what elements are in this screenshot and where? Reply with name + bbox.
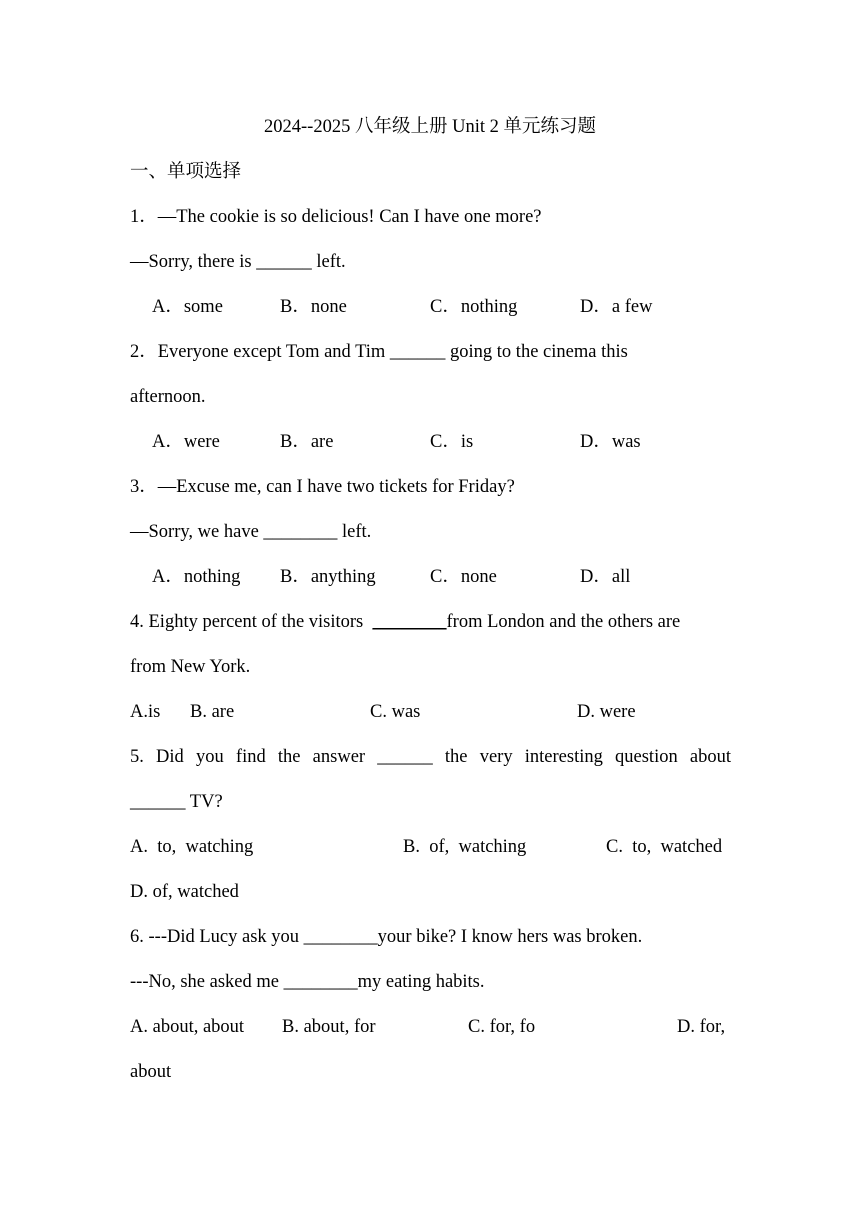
section-heading: 一、单项选择 — [130, 162, 242, 182]
question-5-option-c: C. to, watched — [606, 837, 723, 857]
question-3-option-a: A．nothing — [152, 567, 241, 587]
question-2-option-a: A．were — [152, 432, 220, 452]
question-6-option-d-cont: about — [130, 1062, 172, 1082]
question-4-stem-start: 4. Eighty percent of the visitors — [130, 612, 373, 632]
question-4-blank: ________ — [372, 612, 447, 632]
question-6-reply: ---No, she asked me ________my eating habits. — [130, 972, 485, 992]
question-4-stem-end: from London and the others are — [446, 612, 681, 632]
question-3-option-c: C．none — [430, 567, 497, 587]
question-2-option-b: B．are — [280, 432, 334, 452]
question-3-option-b: B．anything — [280, 567, 376, 587]
question-5-stem: 5. Did you find the answer ______ the very interesting question about — [130, 747, 731, 767]
question-4-option-b: B. are — [190, 702, 235, 722]
question-3-stem: 3．—Excuse me, can I have two tickets for Friday? — [130, 477, 515, 497]
question-4-option-d: D. were — [577, 702, 636, 722]
question-6-option-d: D. for, — [677, 1017, 726, 1037]
question-5-stem-cont: ______ TV? — [130, 792, 223, 812]
question-1-option-b: B．none — [280, 297, 347, 317]
page-title: 2024--2025 八年级上册 Unit 2 单元练习题 — [264, 117, 596, 137]
question-3-option-d: D．all — [580, 567, 631, 587]
question-2-stem-cont: afternoon. — [130, 387, 206, 407]
question-5-option-d: D. of, watched — [130, 882, 239, 902]
question-1-option-d: D．a few — [580, 297, 653, 317]
question-1-stem: 1．—The cookie is so delicious! Can I have one more? — [130, 207, 542, 227]
question-6-stem: 6. ---Did Lucy ask you ________your bike? I know hers was broken. — [130, 927, 643, 947]
question-4-option-c: C. was — [370, 702, 421, 722]
question-1-option-c: C．nothing — [430, 297, 518, 317]
question-2-option-c: C．is — [430, 432, 474, 452]
question-2-option-d: D．was — [580, 432, 641, 452]
question-4-option-a: A.is — [130, 702, 161, 722]
question-6-option-b: B. about, for — [282, 1017, 376, 1037]
question-6-option-a: A. about, about — [130, 1017, 245, 1037]
question-4-stem-cont: from New York. — [130, 657, 251, 677]
question-1-option-a: A．some — [152, 297, 223, 317]
question-3-reply: —Sorry, we have ________ left. — [130, 522, 372, 542]
question-1-reply: —Sorry, there is ______ left. — [130, 252, 346, 272]
question-6-option-c: C. for, fo — [468, 1017, 536, 1037]
question-5-option-b: B. of, watching — [403, 837, 527, 857]
question-5-option-a: A. to, watching — [130, 837, 254, 857]
question-4-stem — [130, 610, 680, 634]
question-2-stem: 2．Everyone except Tom and Tim ______ going to the cinema this — [130, 342, 628, 362]
